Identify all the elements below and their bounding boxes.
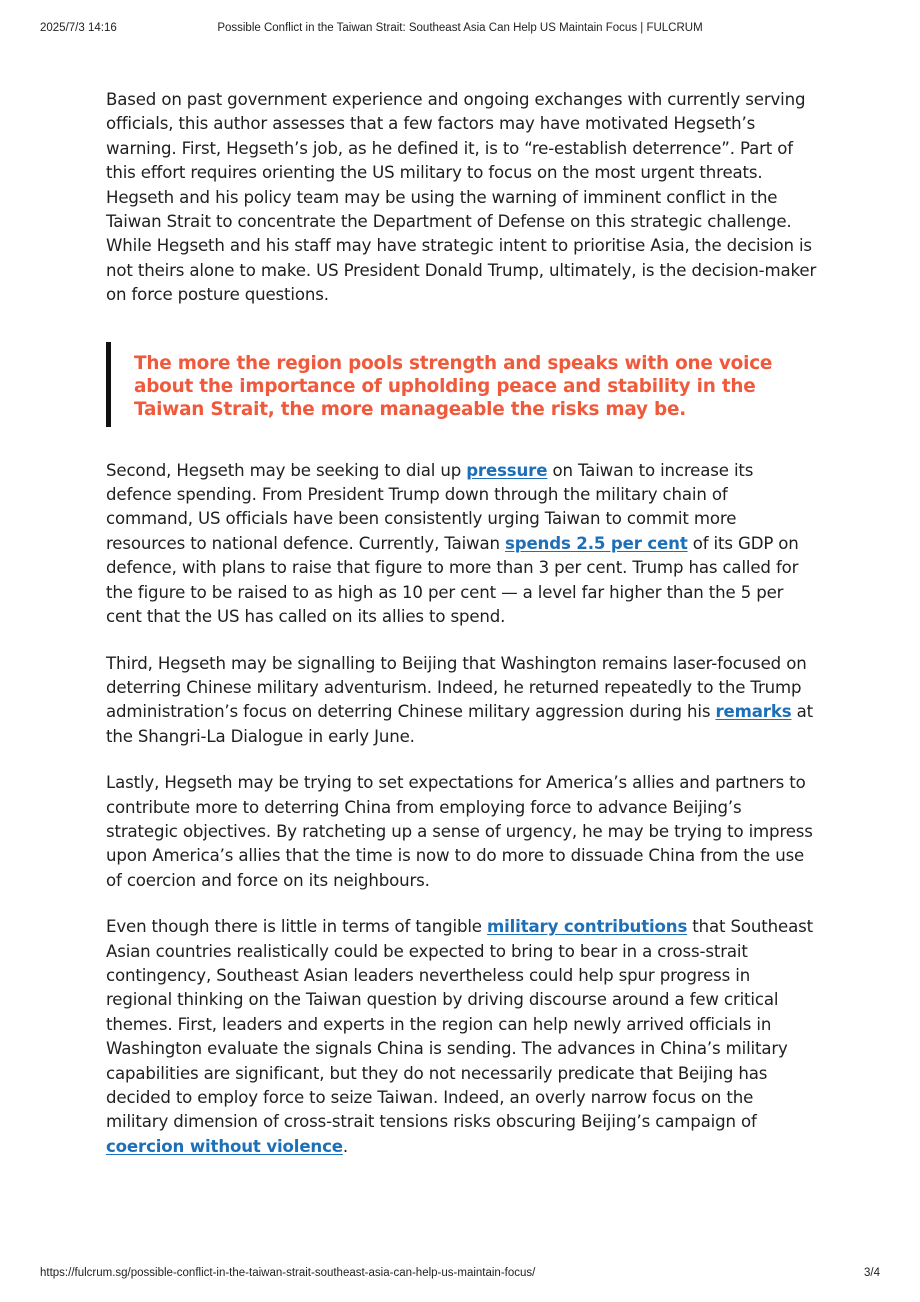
print-header [0, 22, 920, 38]
link-remarks[interactable]: remarks [715, 702, 792, 722]
paragraph-5 [106, 915, 818, 1159]
link-coercion-without-violence[interactable]: coercion without violence [106, 1136, 343, 1156]
paragraph-2-text-b: on Taiwan to increase its defence spending. From President Trump down through the military chain of command, US officials have been consistently urging Taiwan to commit more resources to national defence. Currently, Taiwan [106, 460, 754, 553]
print-page-title: Possible Conflict in the Taiwan Strait: Southeast Asia Can Help US Maintain Focus | FULCRUM [217, 22, 703, 34]
paragraph-5-text-b: that Southeast Asian countries realistically could be expected to bring to bear in a cross-strait contingency, Southeast Asian leaders nevertheless could help spur progress in regional thinking on the Taiwan question by driving discourse around a few critical themes. First, leaders and experts in the region can help newly arrived officials in Washington evaluate the signals China is sending. The advances in China’s military capabilities are significant, but they do not necessarily predicate that Beijing has decided to employ force to seize Taiwan. Indeed, an overly narrow focus on the military dimension of cross-strait tensions risks obscuring Beijing’s campaign of [106, 917, 813, 1132]
print-url: https://fulcrum.sg/possible-conflict-in-the-taiwan-strait-southeast-asia-can-help-us-maintain-focus/ [40, 1267, 536, 1279]
link-military-contributions[interactable]: military contributions [486, 917, 688, 937]
paragraph-5-text-a: Even though there is little in terms of tangible [106, 917, 487, 937]
link-pressure[interactable]: pressure [466, 460, 548, 480]
paragraph-3 [106, 652, 818, 750]
paragraph-4: Lastly, Hegseth may be trying to set expectations for America’s allies and partners to contribute more to deterring China from employing force to advance Beijing’s strategic objectives. By ratcheting up a sense of urgency, he may be trying to impress upon America’s allies that the time is now to do more to dissuade China from the use of coercion and force on its neighbours. [106, 773, 813, 890]
print-page-number: 3/4 [864, 1267, 880, 1279]
pull-quote [106, 342, 818, 427]
paragraph-2-text-c: of its GDP on defence, with plans to raise that figure to more than 3 per cent. Trump has called for the figure to be raised to as high as 10 per cent — a level far higher than the 5 per cent that the US has called on its allies to spend. [106, 533, 799, 627]
pull-quote-text: The more the region pools strength and speaks with one voice about the importance of upholding peace and stability in the Taiwan Strait, the more manageable the risks may be. [134, 352, 773, 420]
print-footer [0, 1267, 920, 1283]
paragraph-2-text-a: Second, Hegseth may be seeking to dial up [106, 460, 467, 480]
article-body [106, 88, 818, 1181]
paragraph-2 [106, 459, 818, 630]
paragraph-5-text-c: . [342, 1136, 349, 1156]
print-datetime: 2025/7/3 14:16 [40, 22, 117, 34]
paragraph-1: Based on past government experience and ongoing exchanges with currently serving officials, this author assesses that a few factors may have motivated Hegseth’s warning. First, Hegseth’s job, as he defined it, is to “re-establish deterrence”. Part of this effort requires orienting the US military to focus on the most urgent threats. Hegseth and his policy team may be using the warning of imminent conflict in the Taiwan Strait to concentrate the Department of Defense on this strategic challenge. While Hegseth and his staff may have strategic intent to prioritise Asia, the decision is not theirs alone to make. US President Donald Trump, ultimately, is the decision-maker on force posture questions. [106, 90, 817, 305]
link-spends-2-5-per-cent[interactable]: spends 2.5 per cent [505, 533, 688, 553]
paragraph-3-text-a: Third, Hegseth may be signalling to Beijing that Washington remains laser-focused on deterring Chinese military adventurism. Indeed, he returned repeatedly to the Trump administration’s focus on deterring Chinese military aggression during his [106, 653, 807, 722]
paragraph-3-text-b: at the Shangri-La Dialogue in early June. [106, 702, 813, 746]
